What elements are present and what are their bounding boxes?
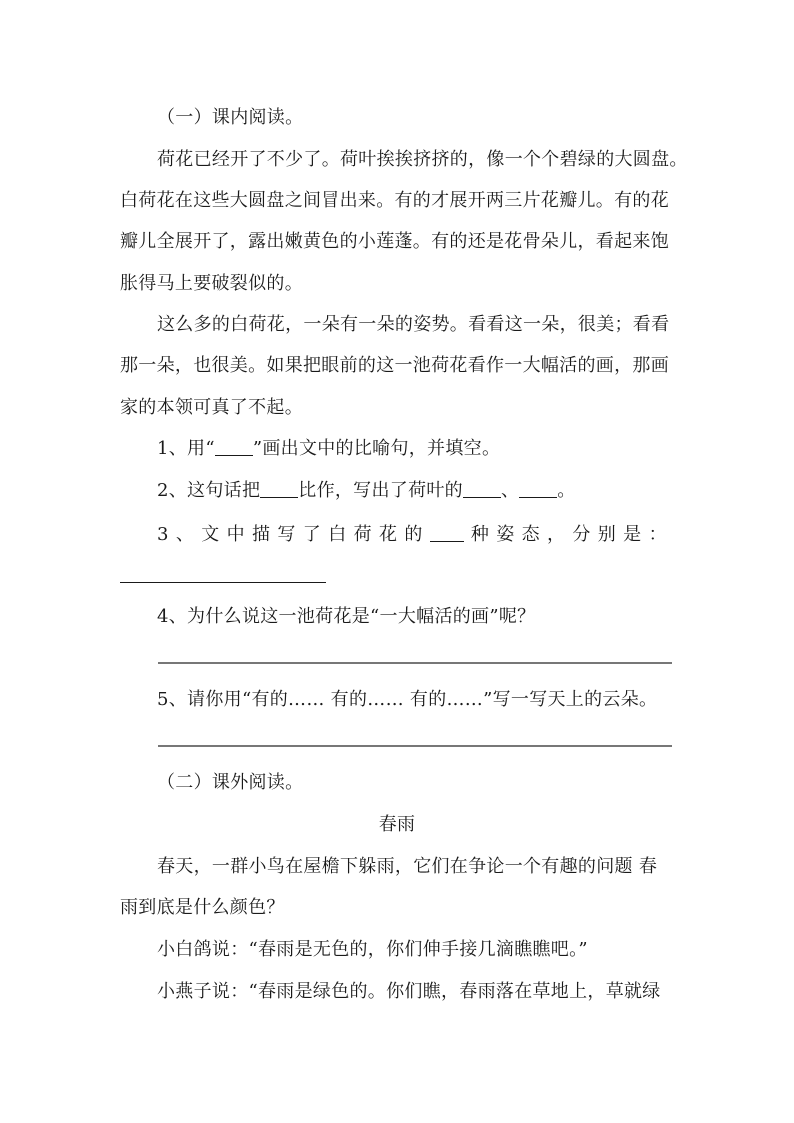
- para1-line-3: 瓣儿全展开了，露出嫩黄色的小莲蓬。有的还是花骨朵儿，看起来饱: [120, 231, 669, 252]
- q3-char: 写: [277, 524, 296, 545]
- q3-char: 态: [521, 524, 540, 545]
- question-5: 5、请你用“有的…… 有的…… 有的……”写一写天上的云朵。: [157, 689, 658, 710]
- question-2-prefix: 2、这句话把: [157, 480, 261, 501]
- question-3: [157, 523, 667, 547]
- q3-char: 了: [302, 524, 322, 545]
- q3-char: 花: [378, 524, 398, 545]
- question-3-answer-line[interactable]: [120, 582, 326, 583]
- q3-char: 、: [175, 524, 195, 545]
- question-3-blank[interactable]: [430, 523, 464, 542]
- question-2-end: 。: [557, 480, 576, 501]
- question-5-answer-line[interactable]: [158, 745, 672, 747]
- para2-line-2: 那一朵，也很美。如果把眼前的这一池荷花看作一大幅活的画，那画: [120, 355, 669, 376]
- q3-char: 是: [623, 524, 642, 545]
- section2-heading: （二）课外阅读。: [157, 772, 304, 793]
- question-2-separator: 、: [500, 480, 520, 501]
- q3-char: 姿: [496, 524, 515, 545]
- story-title: 春雨: [378, 814, 416, 835]
- q3-char: 分: [572, 524, 591, 545]
- question-1: [157, 437, 674, 461]
- q3-char: 白: [328, 524, 347, 545]
- para2-line-1: 这么多的白荷花，一朵有一朵的姿势。看看这一朵，很美；看看: [157, 314, 670, 335]
- question-2-middle: 比作，写出了荷叶的: [298, 480, 463, 501]
- para1-line-2: 白荷花在这些大圆盘之间冒出来。有的才展开两三片花瓣儿。有的花: [120, 190, 669, 211]
- q3-char: 3: [157, 524, 169, 545]
- story-line-3: 小白鸽说：“春雨是无色的，你们伸手接几滴瞧瞧吧。”: [157, 939, 588, 960]
- section1-heading: （一）课内阅读。: [157, 107, 304, 128]
- para1-line-1: 荷花已经开了不少了。荷叶挨挨挤挤的，像一个个碧绿的大圆盘。: [157, 149, 688, 170]
- question-4-answer-line[interactable]: [158, 662, 672, 664]
- para2-line-3: 家的本领可真了不起。: [120, 397, 303, 418]
- q3-char: 荷: [353, 524, 372, 545]
- question-4: 4、为什么说这一池荷花是“一大幅活的画”呢？: [157, 606, 536, 627]
- q3-char: ：: [648, 524, 667, 545]
- para1-line-4: 胀得马上要破裂似的。: [120, 273, 303, 294]
- question-1-suffix: ”画出文中的比喻句，并填空。: [252, 438, 501, 459]
- question-2-blank-3[interactable]: [519, 479, 557, 498]
- story-line-2: 雨到底是什么颜色？: [120, 897, 285, 918]
- q3-char: 文: [201, 524, 220, 545]
- question-1-prefix: 1、用“: [157, 438, 215, 459]
- question-1-blank[interactable]: [215, 437, 253, 456]
- q3-char: 别: [597, 524, 617, 545]
- q3-char: 描: [252, 524, 271, 545]
- q3-char: 种: [470, 524, 490, 545]
- question-2-blank-2[interactable]: [463, 479, 501, 498]
- question-2: [157, 479, 674, 503]
- question-2-blank-1[interactable]: [260, 479, 298, 498]
- q3-char: 中: [226, 524, 245, 545]
- q3-char: ，: [547, 524, 566, 545]
- story-line-1: 春天，一群小鸟在屋檐下躲雨，它们在争论一个有趣的问题 春: [157, 856, 658, 877]
- q3-char: 的: [404, 524, 423, 545]
- story-line-4: 小燕子说：“春雨是绿色的。你们瞧，春雨落在草地上，草就绿: [157, 981, 661, 1002]
